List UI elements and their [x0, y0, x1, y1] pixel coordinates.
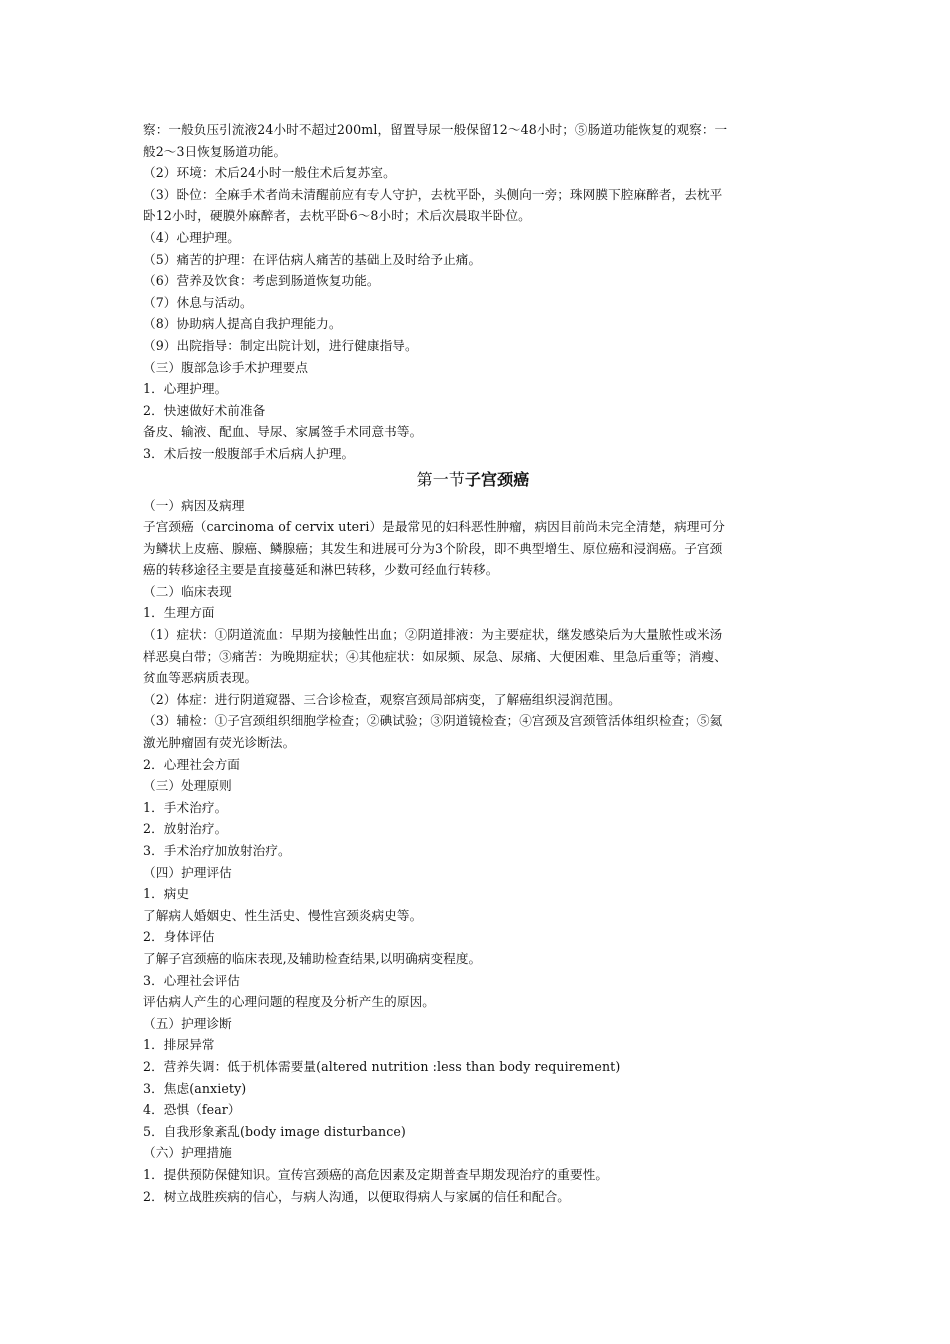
- text-line: 备皮、输液、配血、导尿、家属签手术同意书等。: [143, 424, 423, 440]
- text-line: 卧12小时，硬膜外麻醉者，去枕平卧6～8小时；术后次晨取半卧位。: [143, 208, 531, 224]
- text-line: 评估病人产生的心理问题的程度及分析产生的原因。: [143, 994, 435, 1010]
- text-line: 贫血等恶病质表现。: [143, 670, 258, 686]
- text-line: 1．提供预防保健知识。宣传宫颈癌的高危因素及定期普查早期发现治疗的重要性。: [143, 1166, 609, 1182]
- section-heading-title: 子宫颈癌: [464, 469, 530, 489]
- section-heading-prefix: 第一节: [416, 469, 465, 489]
- text-line: 3．心理社会评估: [143, 972, 240, 988]
- section-heading: [143, 467, 803, 493]
- text-line: 2．快速做好术前准备: [143, 402, 266, 418]
- text-line: （8）协助病人提高自我护理能力。: [143, 316, 342, 332]
- text-line: （四）护理评估: [143, 864, 232, 880]
- text-line: 3．手术治疗加放射治疗。: [143, 843, 291, 858]
- text-line: 1．病史: [143, 886, 190, 902]
- text-line: 了解子宫颈癌的临床表现,及辅助检查结果,以明确病变程度。: [143, 950, 482, 966]
- text-line: 1．生理方面: [143, 605, 215, 621]
- text-line: （3）辅检：①子宫颈组织细胞学检查；②碘试验；③阴道镜检查；④宫颈及宫颈管活体组织检查；⑤氦: [143, 713, 723, 729]
- text-line: 2．身体评估: [143, 929, 215, 945]
- text-line: 1．排尿异常: [143, 1037, 215, 1053]
- text-line: 2．放射治疗。: [143, 821, 228, 837]
- previous-section-text: [143, 119, 803, 465]
- text-line: （5）痛苦的护理：在评估病人痛苦的基础上及时给予止痛。: [143, 251, 482, 267]
- text-line: 1．手术治疗。: [143, 799, 228, 815]
- text-line: 5．自我形象紊乱(body image disturbance): [143, 1123, 406, 1139]
- text-line: 2．树立战胜疾病的信心，与病人沟通，以便取得病人与家属的信任和配合。: [143, 1188, 571, 1204]
- text-line: （2）环境：术后24小时一般住术后复苏室。: [143, 165, 396, 181]
- text-line: 激光肿瘤固有荧光诊断法。: [143, 735, 296, 751]
- text-line: 为鳞状上皮癌、腺癌、鳞腺癌；其发生和进展可分为3个阶段，即不典型增生、原位癌和浸润癌。子宫颈: [143, 540, 723, 556]
- text-line: 子宫颈癌（carcinoma of cervix uteri）是最常见的妇科恶性肿瘤，病因目前尚未完全清楚，病理可分: [143, 519, 725, 535]
- text-line: （1）症状：①阴道流血：早期为接触性出血；②阴道排液：为主要症状，继发感染后为大量脓性或米汤: [143, 627, 723, 643]
- text-line: （4）心理护理。: [143, 229, 240, 245]
- text-line: 了解病人婚姻史、性生活史、慢性宫颈炎病史等。: [143, 907, 423, 923]
- text-line: （二）临床表现: [143, 583, 232, 599]
- text-line: 般2～3日恢复肠道功能。: [143, 143, 287, 159]
- text-line: 2．营养失调：低于机体需要量(altered nutrition :less than body requirement): [143, 1058, 621, 1074]
- text-line: 癌的转移途径主要是直接蔓延和淋巴转移，少数可经血行转移。: [143, 562, 499, 578]
- text-line: （三）腹部急诊手术护理要点: [143, 359, 309, 375]
- text-line: （一）病因及病理: [143, 497, 245, 513]
- text-line: （6）营养及饮食：考虑到肠道恢复功能。: [143, 273, 380, 289]
- text-line: 2．心理社会方面: [143, 756, 240, 772]
- text-line: 3．焦虑(anxiety): [143, 1080, 247, 1096]
- text-line: （三）处理原则: [143, 778, 232, 794]
- text-line: （7）休息与活动。: [143, 294, 253, 310]
- text-line: 1．心理护理。: [143, 381, 228, 397]
- text-line: （2）体症：进行阴道窥器、三合诊检查，观察宫颈局部病变，了解癌组织浸润范围。: [143, 691, 621, 707]
- text-line: （9）出院指导：制定出院计划，进行健康指导。: [143, 337, 418, 353]
- text-line: 4．恐惧（fear）: [143, 1102, 241, 1118]
- document-page: [143, 119, 803, 1207]
- text-line: 样恶臭白带；③痛苦：为晚期症状；④其他症状：如尿频、尿急、尿痛、大便困难、里急后重等；消瘦、: [143, 648, 727, 664]
- cervical-cancer-section-text: [143, 495, 803, 1208]
- text-line: （五）护理诊断: [143, 1015, 232, 1031]
- text-line: （3）卧位：全麻手术者尚未清醒前应有专人守护，去枕平卧，头侧向一旁；珠网膜下腔麻醉者，去枕平: [143, 186, 723, 202]
- text-line: 察：一般负压引流液24小时不超过200ml，留置导尿一般保留12～48小时；⑤肠道功能恢复的观察：一: [143, 122, 728, 137]
- text-line: 3．术后按一般腹部手术后病人护理。: [143, 445, 355, 461]
- text-line: （六）护理措施: [143, 1145, 232, 1161]
